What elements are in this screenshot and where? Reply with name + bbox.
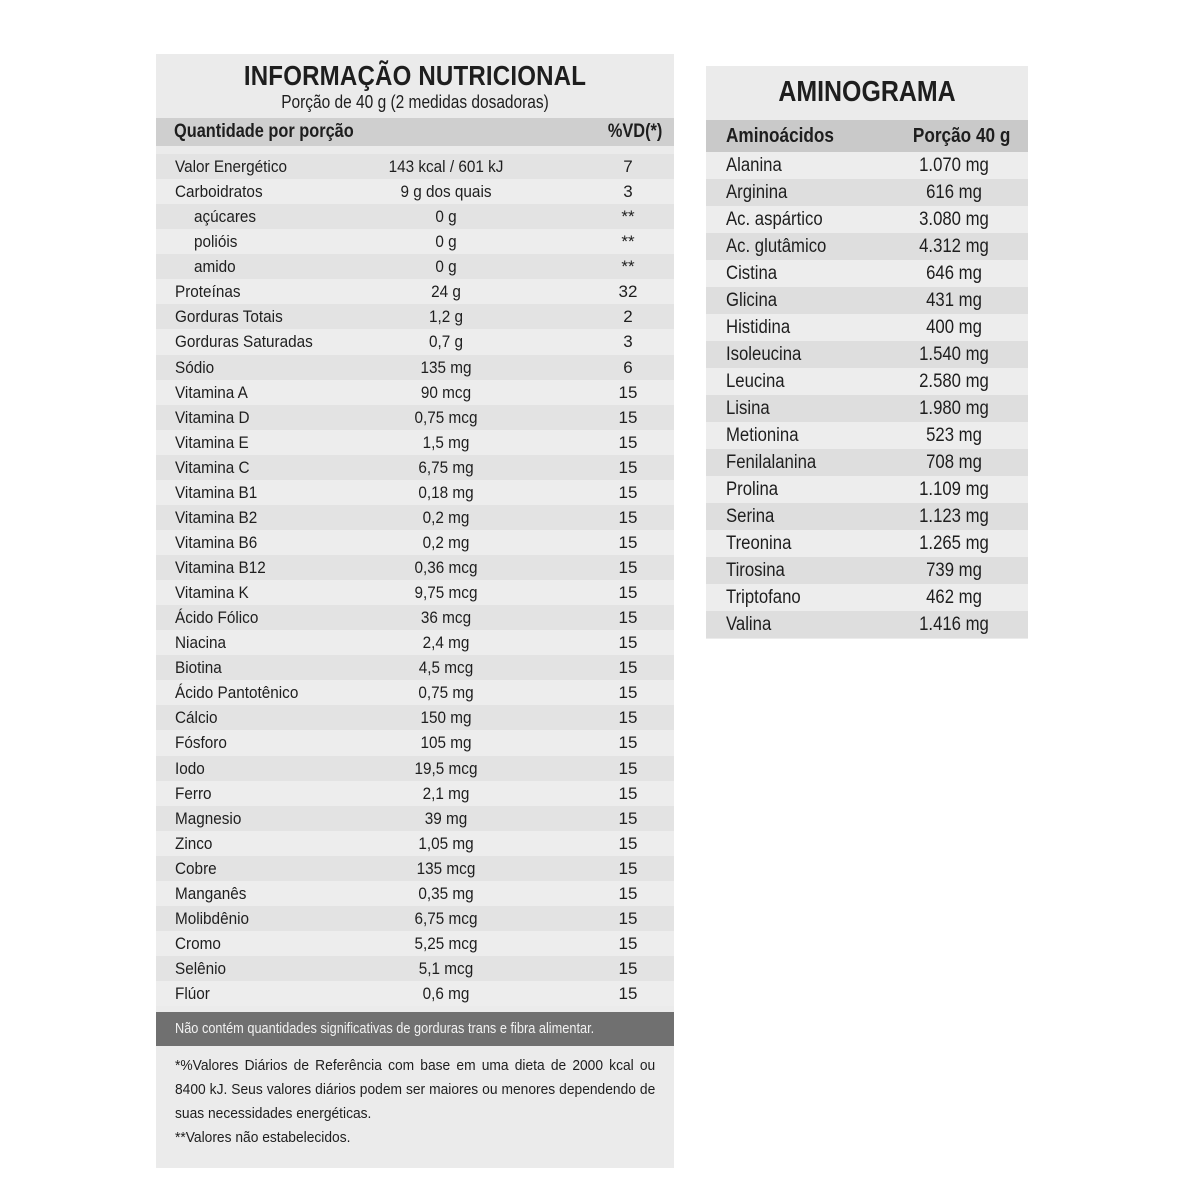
nutrient-quantity: 9,75 mcg [414, 583, 478, 603]
table-row [156, 204, 674, 229]
table-row [706, 611, 1028, 638]
nutrient-name: Molibdênio [175, 908, 250, 928]
table-row [156, 455, 674, 480]
amino-acid-name: Triptofano [726, 587, 801, 608]
nutrient-name: açúcares [194, 207, 257, 227]
nutrient-daily-value: 3 [623, 332, 633, 352]
table-row [156, 254, 674, 279]
nutrient-name: Vitamina K [175, 583, 249, 603]
nutrient-name: Proteínas [175, 282, 241, 302]
amino-acid-value: 1.265 mg [919, 533, 989, 554]
table-row [706, 179, 1028, 206]
nutrient-daily-value: 3 [623, 182, 633, 202]
nutrient-daily-value: 15 [618, 558, 638, 577]
amino-acid-value: 646 mg [926, 263, 982, 284]
table-row [706, 395, 1028, 422]
table-row [156, 655, 674, 680]
nutrient-name: Vitamina D [175, 407, 250, 427]
nutrient-name: Manganês [175, 883, 247, 903]
aminogram-title: AMINOGRAMA [778, 76, 956, 108]
table-row [156, 705, 674, 730]
table-row [156, 355, 674, 380]
amino-acid-value: 1.540 mg [919, 344, 989, 365]
aminogram-header-row [706, 120, 1028, 152]
nutrient-name: polióis [194, 232, 238, 252]
table-row [156, 605, 674, 630]
nutrient-daily-value: 15 [618, 683, 638, 703]
table-row [706, 503, 1028, 530]
nutrition-title: INFORMAÇÃO NUTRICIONAL [243, 60, 587, 91]
table-row [156, 580, 674, 605]
nutrient-quantity: 0 g [435, 232, 457, 252]
header-serving: Porção 40 g [912, 125, 1010, 147]
nutrition-notes [175, 1054, 655, 1150]
nutrient-daily-value: 15 [618, 783, 638, 803]
amino-acid-name: Valina [726, 614, 772, 635]
amino-acid-value: 400 mg [926, 317, 982, 338]
amino-acid-value: 1.980 mg [919, 398, 989, 419]
nutrition-header-row [156, 118, 674, 146]
amino-acid-value: 708 mg [926, 452, 982, 473]
nutrient-quantity: 9 g dos quais [400, 182, 492, 202]
nutrient-daily-value: 15 [618, 908, 638, 928]
amino-acid-name: Metionina [726, 425, 799, 446]
amino-acid-value: 1.416 mg [919, 614, 989, 635]
nutrient-quantity: 2,4 mg [422, 633, 470, 653]
table-row [156, 154, 674, 179]
amino-acid-value: 1.070 mg [919, 155, 989, 176]
nutrient-quantity: 5,1 mcg [418, 959, 474, 978]
nutrient-daily-value: 15 [618, 583, 638, 603]
nutrient-daily-value: 15 [618, 733, 638, 753]
table-row [156, 931, 674, 956]
table-row [706, 341, 1028, 368]
table-row [706, 584, 1028, 611]
nutrient-daily-value: 15 [618, 758, 638, 778]
table-row [156, 329, 674, 354]
nutrient-daily-value: 32 [618, 282, 638, 302]
nutrient-quantity: 150 mg [420, 708, 472, 728]
amino-acid-value: 739 mg [926, 560, 982, 581]
table-row [706, 476, 1028, 503]
amino-acid-name: Cistina [726, 263, 778, 284]
table-row [156, 956, 674, 981]
nutrient-quantity: 0 g [435, 207, 457, 227]
nutrient-name: Biotina [175, 658, 222, 678]
table-row [156, 806, 674, 831]
table-row [156, 480, 674, 505]
amino-acid-name: Lisina [726, 398, 770, 419]
table-row [156, 405, 674, 430]
amino-acid-name: Prolina [726, 479, 779, 500]
amino-acid-name: Isoleucina [726, 344, 802, 365]
amino-acid-name: Arginina [726, 182, 788, 203]
nutrient-quantity: 39 mg [424, 808, 468, 828]
table-row [706, 287, 1028, 314]
amino-acid-name: Ac. aspártico [726, 209, 823, 230]
table-row [156, 229, 674, 254]
nutrition-facts-panel [156, 54, 674, 1168]
table-row [156, 530, 674, 555]
amino-acid-value: 4.312 mg [919, 236, 989, 257]
nutrient-name: Gorduras Saturadas [175, 332, 313, 352]
nutrient-daily-value: 15 [618, 507, 638, 527]
amino-acid-name: Ac. glutâmico [726, 236, 827, 257]
nutrient-quantity: 0,18 mg [418, 482, 474, 502]
table-row [156, 304, 674, 329]
nutrient-daily-value: 15 [618, 432, 638, 452]
nutrient-quantity: 2,1 mg [422, 783, 470, 803]
daily-value-note: *%Valores Diários de Referência com base em uma dieta de 2000 kcal ou 8400 kJ. Seus valores diários podem ser maiores ou menores dependendo de suas necessidades energéticas. [175, 1057, 656, 1122]
nutrient-quantity: 36 mcg [420, 608, 472, 628]
amino-acid-name: Fenilalanina [726, 452, 817, 473]
nutrient-name: Niacina [175, 633, 227, 653]
nutrition-footer-bar [156, 1012, 674, 1046]
amino-acid-value: 1.123 mg [919, 506, 989, 527]
nutrient-daily-value: 15 [618, 633, 638, 653]
nutrient-name: Flúor [175, 984, 210, 1004]
aminogram-rows [706, 152, 1028, 638]
nutrient-name: Sódio [175, 357, 215, 377]
nutrient-quantity: 0,75 mg [418, 683, 474, 703]
nutrient-daily-value: 15 [618, 984, 638, 1004]
nutrient-quantity: 6,75 mg [418, 457, 474, 477]
nutrient-quantity: 6,75 mcg [414, 908, 478, 928]
amino-acid-name: Histidina [726, 317, 791, 338]
nutrient-quantity: 4,5 mcg [418, 658, 474, 678]
table-row [706, 260, 1028, 287]
nutrient-daily-value: 15 [618, 382, 638, 402]
table-row [156, 856, 674, 881]
footer-bar-text: Não contém quantidades significativas de gorduras trans e fibra alimentar. [175, 1021, 595, 1037]
table-row [156, 680, 674, 705]
nutrient-daily-value: ** [621, 207, 635, 227]
nutrient-quantity: 90 mcg [420, 382, 472, 402]
nutrient-quantity: 0,2 mg [422, 532, 470, 552]
nutrient-name: Vitamina B2 [175, 507, 258, 527]
table-row [706, 314, 1028, 341]
nutrient-name: Ácido Fólico [175, 608, 259, 628]
amino-acid-name: Glicina [726, 290, 778, 311]
table-row [156, 781, 674, 806]
nutrient-quantity: 0,35 mg [418, 883, 474, 903]
nutrient-quantity: 0,2 mg [422, 507, 470, 527]
nutrient-daily-value: 15 [618, 482, 638, 502]
table-row [156, 179, 674, 204]
nutrient-name: Valor Energético [175, 157, 287, 176]
serving-size: Porção de 40 g (2 medidas dosadoras) [281, 92, 549, 112]
table-row [156, 756, 674, 781]
nutrient-daily-value: 15 [618, 658, 638, 678]
table-row [156, 831, 674, 856]
nutrient-daily-value: 7 [623, 157, 633, 176]
nutrient-daily-value: 15 [618, 608, 638, 628]
nutrient-quantity: 0,75 mcg [414, 407, 478, 427]
nutrient-daily-value: ** [621, 257, 635, 277]
nutrient-name: Gorduras Totais [175, 307, 283, 327]
table-row [706, 530, 1028, 557]
amino-acid-value: 1.109 mg [919, 479, 989, 500]
nutrient-name: Selênio [175, 959, 227, 978]
nutrient-quantity: 0,36 mcg [414, 558, 478, 577]
nutrient-name: Vitamina E [175, 432, 249, 452]
table-row [156, 881, 674, 906]
amino-acid-name: Serina [726, 506, 775, 527]
nutrient-name: Vitamina B12 [175, 558, 266, 577]
not-established-note: **Valores não estabelecidos. [175, 1129, 351, 1146]
nutrient-quantity: 24 g [431, 282, 461, 302]
amino-acid-name: Alanina [726, 155, 782, 176]
table-row [156, 279, 674, 304]
table-row [706, 449, 1028, 476]
nutrient-daily-value: 15 [618, 959, 638, 978]
nutrient-daily-value: 15 [618, 833, 638, 853]
nutrient-quantity: 19,5 mcg [414, 758, 478, 778]
header-amino-acids: Aminoácidos [726, 125, 834, 147]
nutrient-quantity: 0,7 g [428, 332, 464, 352]
nutrient-name: Cobre [175, 858, 217, 878]
amino-acid-value: 462 mg [926, 587, 982, 608]
amino-acid-name: Treonina [726, 533, 792, 554]
nutrient-name: Vitamina B1 [175, 482, 258, 502]
nutrient-daily-value: 15 [618, 858, 638, 878]
amino-acid-value: 523 mg [926, 425, 982, 446]
table-row [156, 630, 674, 655]
table-row [156, 430, 674, 455]
header-quantity-per-serving: Quantidade por porção [174, 121, 354, 142]
nutrient-quantity: 1,5 mg [422, 432, 470, 452]
nutrient-quantity: 1,05 mg [418, 833, 474, 853]
table-row [706, 368, 1028, 395]
nutrient-daily-value: ** [621, 232, 635, 252]
nutrient-quantity: 0 g [435, 257, 457, 277]
table-row [706, 233, 1028, 260]
nutrient-quantity: 135 mg [420, 357, 472, 377]
nutrient-name: Vitamina B6 [175, 532, 258, 552]
nutrient-name: Zinco [175, 833, 213, 853]
nutrient-name: Cromo [175, 933, 221, 953]
amino-acid-value: 431 mg [926, 290, 982, 311]
table-row [156, 730, 674, 755]
aminogram-panel [706, 66, 1028, 639]
nutrient-daily-value: 6 [623, 357, 633, 377]
nutrient-quantity: 5,25 mcg [414, 933, 478, 953]
nutrient-name: Cálcio [175, 708, 218, 728]
amino-acid-name: Leucina [726, 371, 785, 392]
nutrient-daily-value: 15 [618, 457, 638, 477]
table-row [156, 505, 674, 530]
nutrient-daily-value: 15 [618, 808, 638, 828]
nutrient-name: Iodo [175, 758, 205, 778]
nutrient-name: amido [194, 257, 236, 277]
nutrient-daily-value: 15 [618, 883, 638, 903]
nutrient-quantity: 105 mg [420, 733, 472, 753]
nutrient-quantity: 0,6 mg [422, 984, 470, 1004]
amino-acid-name: Tirosina [726, 560, 785, 581]
nutrient-name: Vitamina C [175, 457, 250, 477]
table-row [156, 981, 674, 1006]
amino-acid-value: 3.080 mg [919, 209, 989, 230]
table-row [706, 152, 1028, 179]
nutrient-name: Ácido Pantotênico [175, 683, 299, 703]
nutrition-rows [156, 154, 674, 1006]
nutrient-daily-value: 15 [618, 532, 638, 552]
nutrient-daily-value: 15 [618, 407, 638, 427]
amino-acid-value: 616 mg [926, 182, 982, 203]
amino-acid-value: 2.580 mg [919, 371, 989, 392]
nutrient-name: Fósforo [175, 733, 227, 753]
table-row [156, 555, 674, 580]
table-row [156, 906, 674, 931]
nutrient-daily-value: 15 [618, 933, 638, 953]
table-row [706, 557, 1028, 584]
nutrient-name: Vitamina A [175, 382, 248, 402]
nutrient-daily-value: 15 [618, 708, 638, 728]
nutrient-name: Magnesio [175, 808, 242, 828]
nutrient-daily-value: 2 [623, 307, 633, 327]
header-daily-value: %VD(*) [607, 121, 662, 142]
table-row [706, 206, 1028, 233]
nutrient-quantity: 135 mcg [416, 858, 476, 878]
nutrient-name: Carboidratos [175, 182, 263, 202]
nutrient-quantity: 143 kcal / 601 kJ [388, 157, 504, 176]
nutrient-name: Ferro [175, 783, 212, 803]
table-row [156, 380, 674, 405]
nutrient-quantity: 1,2 g [428, 307, 464, 327]
table-row [706, 422, 1028, 449]
